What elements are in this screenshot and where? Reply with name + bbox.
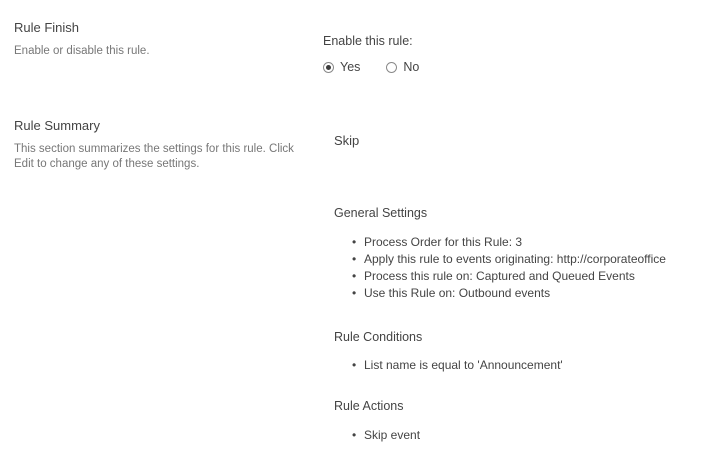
rule-actions-group	[334, 399, 724, 444]
list-item: • Process this rule on: Captured and Queued Events	[334, 268, 724, 285]
list-item: • Use this Rule on: Outbound events	[334, 285, 724, 302]
list-item: • Apply this rule to events originating: http://corporateoffice	[334, 251, 724, 268]
radio-no-icon[interactable]	[386, 62, 397, 73]
list-item: • Skip event	[334, 427, 724, 444]
general-settings-heading: General Settings	[334, 206, 428, 220]
list-item: • List name is equal to 'Announcement'	[334, 357, 724, 374]
rule-summary-description: This section summarizes the settings for this rule. Click Edit to change any of these settings.	[14, 143, 294, 170]
summary-rule-name: Skip	[334, 133, 360, 148]
rule-conditions-group	[334, 330, 724, 374]
enable-rule-label: Enable this rule:	[323, 34, 413, 48]
rule-actions-list	[334, 427, 724, 444]
rule-summary-heading: Rule Summary	[14, 118, 100, 133]
enable-rule-no-option[interactable]	[386, 60, 419, 74]
radio-no-label: No	[403, 60, 420, 74]
general-settings-list	[334, 234, 724, 302]
rule-finish-heading: Rule Finish	[14, 20, 80, 35]
general-settings-group	[334, 206, 724, 302]
radio-yes-icon[interactable]	[323, 62, 334, 73]
rule-finish-description: Enable or disable this rule.	[14, 45, 150, 57]
rule-summary-content	[334, 133, 724, 444]
rule-finish-section	[14, 20, 150, 59]
rule-conditions-heading: Rule Conditions	[334, 330, 423, 344]
rule-conditions-list	[334, 357, 724, 374]
rule-actions-heading: Rule Actions	[334, 399, 404, 413]
enable-rule-field	[323, 34, 445, 74]
list-item: • Process Order for this Rule: 3	[334, 234, 724, 251]
enable-rule-radio-group[interactable]	[323, 60, 445, 74]
enable-rule-yes-option[interactable]	[323, 60, 360, 74]
rule-summary-section	[14, 118, 296, 172]
radio-yes-label: Yes	[340, 60, 361, 74]
